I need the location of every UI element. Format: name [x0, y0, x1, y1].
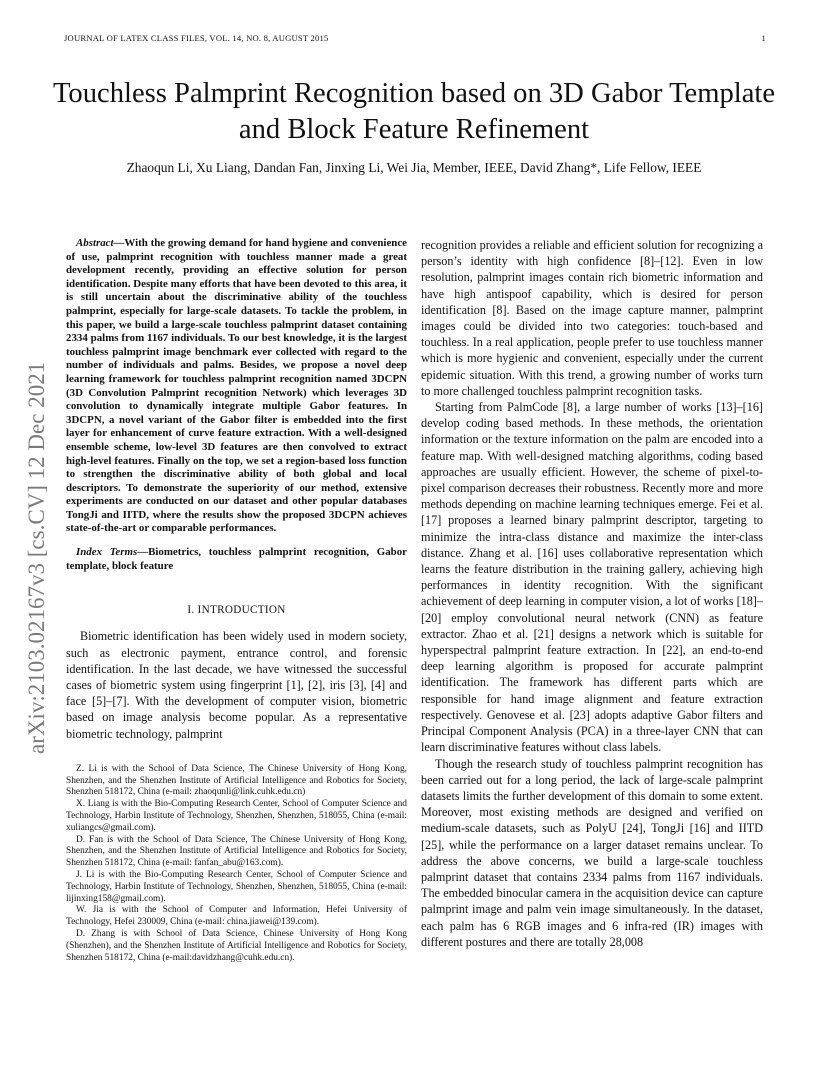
abstract-lead: Abstract — [76, 237, 114, 249]
footnote: Z. Li is with the School of Data Science, The Chinese University of Hong Kong, Shenzhen, and the Shenzhen Institute of Artificial Intelligence and Robotics for Society, Shenzhen 518172, China (e-mail: zhaoqunli@link.cuhk.edu.cn) — [66, 763, 407, 798]
footnote: J. Li is with the Bio-Computing Research Center, School of Computer Science and Technology, Harbin Institute of Technology, Shenzhen, Shenzhen, 518055, China (e-mail: lijinxing158@gmail.com). — [66, 870, 407, 904]
footnote: X. Liang is with the Bio-Computing Research Center, School of Computer Science and Technology, Harbin Institute of Technology, Shenzhen, Shenzhen, 518055, China (e-mail: xuliangcs@gmail.com). — [66, 799, 407, 833]
right-column — [421, 237, 763, 950]
section-heading-introduction: I. INTRODUCTION — [187, 604, 286, 617]
intro-paragraph: Biometric identification has been widely used in modern society, such as electronic payment, entrance control, and forensic identification. In the last decade, we have witnessed the successful cases of biometric system using fingerprint [1], [2], iris [3], [4] and face [5]–[7]. With the development of computer vision, biometric based on image analysis become popular. As a representative biometric technology, palmprint — [66, 629, 407, 741]
paper-title: Touchless Palmprint Recognition based on 3D Gabor Template and Block Feature Refinement — [52, 78, 776, 145]
footnote: D. Zhang is with School of Data Science, Chinese University of Hong Kong (Shenzhen), and the Shenzhen Institute of Artificial Intelligence and Robotics for Society, Shenzhen 518172, China (e-mail:davidzhang@cuhk.edu.cn). — [66, 929, 407, 963]
footnote: D. Fan is with the School of Data Science, The Chinese University of Hong Kong, Shenzhen, and the Shenzhen Institute of Artificial Intelligence and Robotics for Society, Shenzhen 518172, China (e-mail: fanfan_abu@163.com). — [66, 834, 407, 869]
footnote: W. Jia is with the School of Computer and Information, Hefei University of Technology, Hefei 230009, China (e-mail: china.jiawei@139.com). — [66, 905, 407, 928]
body-paragraph: Starting from PalmCode [8], a large number of works [13]–[16] develop coding based methods. In these methods, the orientation information or the texture information on the palm are encoded into a feature map. With well-designed matching algorithms, coding based approaches are usually efficient. However, the scheme of pixel-to-pixel comparison decreases their robustness. Recently more and more methods depending on machine learning techniques emerge. Fei et al. [17] proposes a learned binary palmprint descriptor, targeting to minimize the intra-class distance and maximize the inter-class distance. Zhang et al. [16] uses collaborative representation which learns the feature distribution in the training gallery, achieving high performances in identity recognition. With the significant achievement of deep learning in computer vision, a lot of works [18]–[20] employ convolutional neural network (CNN) as feature extractor. Zhao et al. [21] designs a network which is suitable for hyperspectral palmprint feature extraction. In [22], an end-to-end deep learning algorithm is proposed for accurate palmprint identification. The framework has different parts which are responsible for hand image alignment and feature extraction respectively. Genovese et al. [23] adopts adaptive Gabor filters and Principal Component Analysis (PCA) in a three-layer CNN that can learn discriminative features without class labels. — [421, 400, 763, 755]
index-terms-lead: Index Terms — [76, 546, 138, 559]
body-paragraph: recognition provides a reliable and efficient solution for recognizing a person’s identity with high confidence [8]–[12]. Even in low resolution, palmprint images contain rich biometric information and have high antispoof capability, which is desired for person identification [8]. Based on the image capture manner, palmprint images could be divided into two categories: touch-based and touchless. In a real application, people prefer to use touchless manner which is more hygienic and convenient, especially under the current epidemic situation. With this trend, a growing number of works turn to more challenged touchless palmprint recognition tasks. — [421, 238, 763, 398]
left-column — [66, 237, 407, 964]
running-header: JOURNAL OF LATEX CLASS FILES, VOL. 14, NO. 8, AUGUST 2015 — [64, 33, 329, 43]
abstract-text: —With the growing demand for hand hygiene and convenience of use, palmprint recognition with touchless manner made a great development recently, providing an effective solution for person identification. Despite many efforts that have been devoted to this area, it is still uncertain about the discriminative ability of the touchless palmprint, especially for large-scale datasets. To tackle the problem, in this paper, we build a large-scale touchless palmprint dataset containing 2334 palms from 1167 individuals. To our best knowledge, it is the largest touchless palmprint image benchmark ever collected with regard to the number of individuals and palms. Besides, we propose a novel deep learning framework for touchless palmprint recognition named 3DCPN (3D Convolution Palmprint recognition Network) which leverages 3D convolution to dynamically integrate multiple Gabor features. In 3DCPN, a novel variant of the Gabor filter is embedded into the first layer for enhancement of curve feature extraction. With a well-designed ensemble scheme, low-level 3D features are then convolved to extract high-level features. Finally on the top, we set a region-based loss function to strengthen the discriminative ability of both global and local descriptors. To demonstrate the superiority of our method, extensive experiments are conducted on our dataset and other popular databases TongJi and IITD, where the results show the proposed 3DCPN achieves state-of-the-art or comparable performances. — [66, 237, 407, 535]
author-list: Zhaoqun Li, Xu Liang, Dandan Fan, Jinxing Li, Wei Jia, Member, IEEE, David Zhang*, Life Fellow, IEEE — [126, 160, 702, 175]
body-paragraph: Though the research study of touchless palmprint recognition has been carried out for a long period, the lack of large-scale palmprint datasets limits the further development of this domain to some extent. Moreover, most existing methods are designed and verified on medium-scale datasets, such as PolyU [24], TongJi [16] and IITD [25], while the performance on a larger dataset remains unclear. To address the above concerns, we build a large-scale touchless palmprint dataset that contains 2334 palms from 1167 individuals. The embedded binocular camera in the acquisition device can capture palmprint image and palm vein image simultaneously. In the dataset, each palm has 6 RGB images and 6 infra-red (IR) images with different postures and there are totally 28,008 — [421, 756, 763, 949]
abstract — [66, 237, 407, 536]
index-terms — [66, 546, 407, 573]
page-number: 1 — [761, 33, 766, 43]
arxiv-side-stamp: arXiv:2103.02167v3 [cs.CV] 12 Dec 2021 — [24, 361, 49, 754]
author-footnotes — [66, 764, 407, 965]
index-terms-text: —Biometrics, touchless palmprint recognition, Gabor template, block feature — [66, 546, 407, 572]
